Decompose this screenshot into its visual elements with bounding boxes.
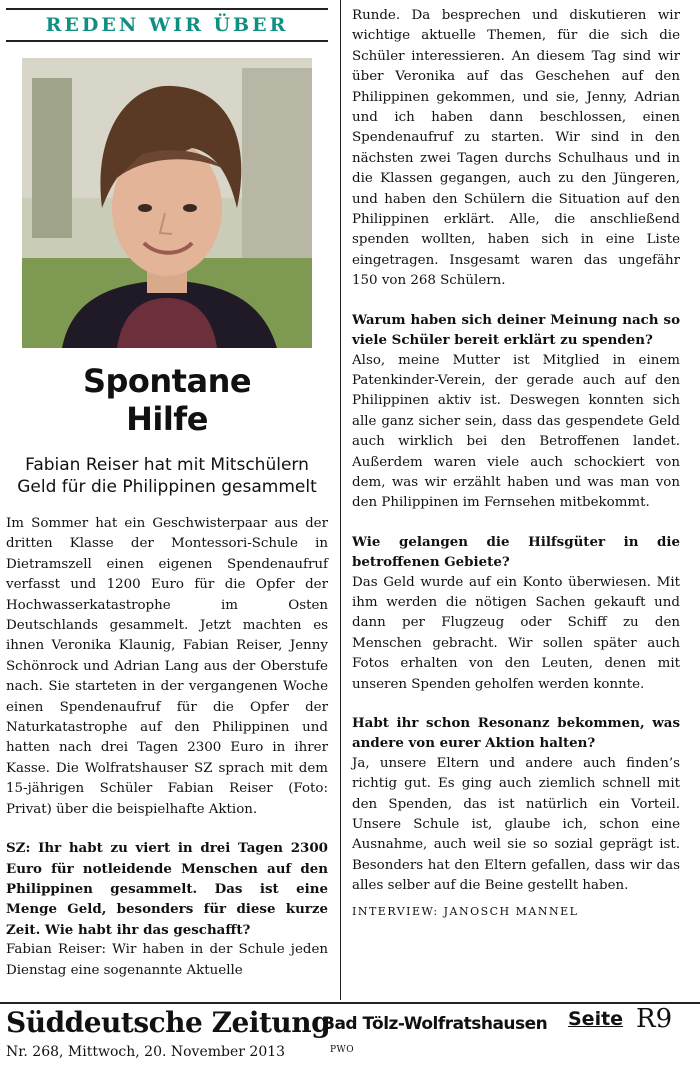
answer-1-continued: Runde. Da besprechen und diskutieren wir wichtige aktuelle Themen, für die sich die Schüler interessieren. An diesem Tag sind wir über Veronika auf das Geschehen auf den Philippinen gekommen, und sie, Jenny, Adrian und ich haben dann beschlossen, einen Spendenaufruf zu starten. Wir sind in den nächsten zwei Tagen durchs Schulhaus und in die Klassen gegangen, auch zu den Jüngeren, und haben den Schülern die Situation auf den Philippinen erklärt. Alle, die anschließend spenden wollten, haben sich in eine Liste eingetragen. Insgesamt waren das ungefähr 150 von 268 Schülern. xyxy=(352,8,680,289)
regional-edition: Bad Tölz-Wolfratshausen xyxy=(322,1014,548,1034)
answer-1-start: Fabian Reiser: Wir haben in der Schule jeden Dienstag eine sogenannte Aktuelle xyxy=(6,942,328,978)
spacer xyxy=(6,820,328,838)
subheadline-line-1: Fabian Reiser hat mit Mitschülern xyxy=(25,455,309,475)
left-column xyxy=(6,0,328,981)
rubric-label: REDEN WIR ÜBER xyxy=(45,14,289,36)
portrait-photo xyxy=(22,58,312,348)
edition-code: PWO xyxy=(330,1045,355,1055)
page-number: R9 xyxy=(636,1004,673,1034)
headline-line-1: Spontane xyxy=(82,362,252,400)
issue-date: Nr. 268, Mittwoch, 20. November 2013 xyxy=(6,1044,286,1060)
question-4: Habt ihr schon Resonanz bekommen, was andere von eurer Aktion halten? xyxy=(352,715,680,752)
page-label: Seite xyxy=(568,1008,624,1030)
spacer xyxy=(352,514,680,532)
interview-credit: INTERVIEW: JANOSCH MANNEL xyxy=(352,904,579,918)
footer-rule xyxy=(0,1002,700,1004)
spacer xyxy=(352,695,680,713)
intro-paragraph: Im Sommer hat ein Geschwisterpaar aus der dritten Klasse der Montessori-Schule in Dietramszell einen eigenen Spendenaufruf verfasst und 1200 Euro für die Opfer der Hochwasserkatastrophe im Osten Deutschlands gesammelt. Jetzt machten es ihnen Veronika Klaunig, Fabian Reiser, Jenny Schönrock und Adrian Lang aus der Oberstufe nach. Sie starteten in der vergangenen Woche einen Spendenaufruf für die Opfer der Naturkatastrophe auf den Philippinen und hatten nach drei Tagen 2300 Euro in ihrer Kasse. Die Wolfratshauser SZ sprach mit dem 15-jährigen Schüler Fabian Reiser (Foto: Privat) über die beispielhafte Aktion. xyxy=(6,516,328,817)
rubric-rule-bottom xyxy=(6,40,328,42)
answer-4: Ja, unsere Eltern und andere auch finden’s richtig gut. Es ging auch ziemlich schnell mit den Spenden, das ist natürlich ein Vorteil. Unsere Schule ist, glaube ich, schon eine Ausnahme, auch weil sie so sozial geprägt ist. Besonders hat den Eltern gefallen, dass wir das alles selber auf die Beine gestellt haben. xyxy=(352,755,680,894)
question-3: Wie gelangen die Hilfsgüter in die betroffenen Gebiete? xyxy=(352,533,680,571)
question-1: SZ: Ihr habt zu viert in drei Tagen 2300 Euro für notleidende Menschen auf den Philippinen gesammelt. Das ist eine Menge Geld, besonders für diese kurze Zeit. Wie habt ihr das geschafft? xyxy=(6,840,328,938)
question-2: Warum haben sich deiner Meinung nach so viele Schüler bereit erklärt zu spenden? xyxy=(352,311,680,349)
headline-line-2: Hilfe xyxy=(126,400,208,438)
portrait-illustration xyxy=(22,58,312,348)
spacer xyxy=(352,292,680,310)
column-divider xyxy=(340,0,341,1000)
subheadline xyxy=(6,454,328,498)
right-column xyxy=(352,6,680,918)
answer-2: Also, meine Mutter ist Mitglied in einem Patenkinder-Verein, der gerade auch auf den Philippinen aktiv ist. Deswegen konnten sich alle ganz sicher sein, dass das gespendete Geld auch wirklich bei den Betroffenen landet. Außerdem waren viele auch schockiert von dem, was wir erzählt haben und was man von den Philippinen im Fernsehen mitbekommt. xyxy=(352,352,680,511)
newspaper-masthead: Süddeutsche Zeitung xyxy=(6,1006,331,1039)
answer-3: Das Geld wurde auf ein Konto überwiesen. Mit ihm werden die nötigen Sachen gekauft und dann per Flugzeug oder Schiff zu den Menschen gebracht. Wir sollen später auch Fotos erhalten von den Leuten, denen mit unseren Spenden geholfen werden konnte. xyxy=(352,574,680,692)
headline xyxy=(6,362,328,438)
subheadline-line-2: Geld für die Philippinen gesammelt xyxy=(17,477,317,497)
